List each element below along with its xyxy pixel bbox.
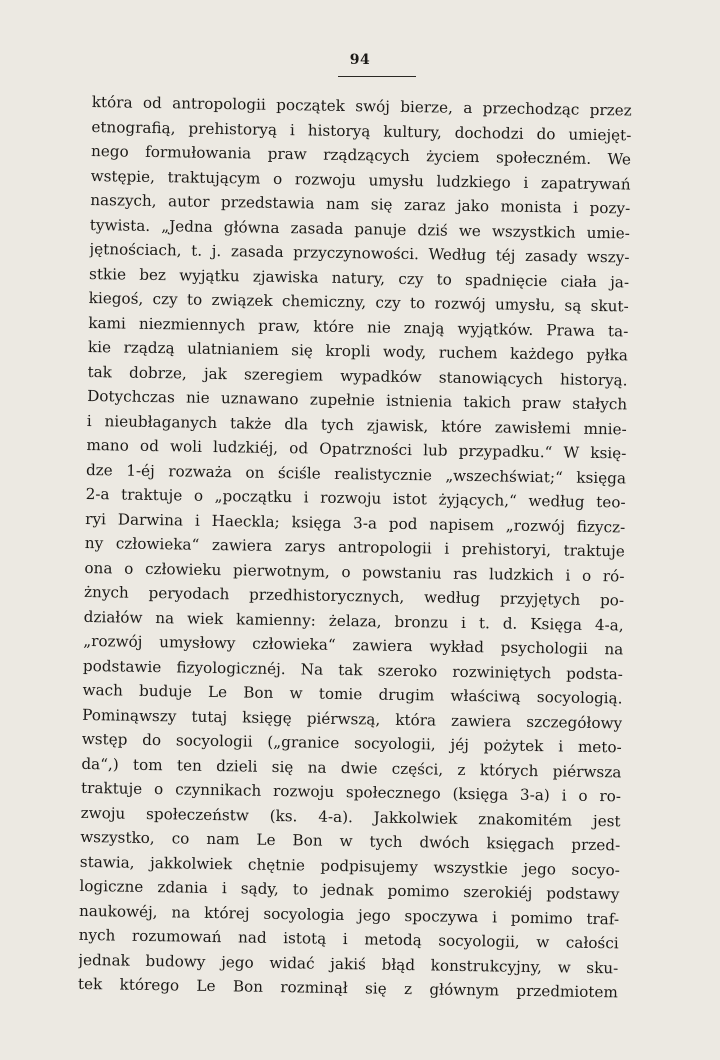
text-line: tywista. „Jedna główna zasada panuje dziś we wszystkich umie-	[89, 215, 630, 242]
text-line: traktuje o czynnikach rozwoju społecznego (księga 3-a) i o ro-	[80, 778, 622, 806]
text-line: jednak budowy jego widać jakiś błąd konstrukcyjny, w sku-	[78, 950, 619, 977]
text-line: kie rządzą ulatnianiem się kropli wody, ruchem każdego pyłka	[87, 337, 629, 365]
text-line: Dotychczas nie uznawano zupełnie istnienia takich praw stałych	[87, 386, 628, 414]
text-line: ona o człowieku pierwotnym, o powstaniu ras ludzkich i o ró-	[84, 558, 625, 585]
text-line: nych rozumowań nad istotą i metodą socyologii, w całości	[78, 925, 619, 953]
text-line: wstęp do socyologii („granice socyologii, jéj pożytek i meto-	[81, 729, 622, 757]
text-line: 2-a traktuje o „początku i rozwoju istot żyjących,“ według teo-	[85, 484, 626, 512]
header-rule	[338, 76, 416, 77]
text-line: stkie bez wyjątku zjawiska natury, czy to spadnięcie ciała ja-	[88, 264, 630, 291]
text-line: wszystko, co nam Le Bon w tych dwóch księgach przed-	[80, 827, 621, 855]
text-line: mano od woli ludzkiéj, od Opatrzności lub przypadku.“ W księ-	[86, 435, 627, 463]
text-line: kami niezmiennych praw, które nie znają wyjątków. Prawa ta-	[88, 313, 629, 340]
text-line: i nieubłaganych także dla tych zjawisk, które zawisłemi mnie-	[86, 411, 627, 438]
text-line: wach buduje Le Bon w tomie drugim właściwą socyologią.	[82, 680, 623, 708]
text-line: stawia, jakkolwiek chętnie podpisujemy wszystkie jego socyo-	[79, 852, 620, 879]
page-number: 94	[349, 52, 371, 68]
text-line: „rozwój umysłowy człowieka“ zawiera wykład psychologii na	[83, 631, 624, 659]
text-line: żnych peryodach przedhistorycznych, według przyjętych po-	[83, 582, 625, 610]
body-text	[78, 90, 632, 1005]
text-line: podstawie fizyologicznéj. Na tak szeroko rozwiniętych podsta-	[82, 656, 624, 683]
text-line: ryi Darwina i Haeckla; księga 3-a pod napisem „rozwój fizycz-	[85, 509, 626, 536]
text-line: ny człowieka“ zawiera zarys antropologii i prehistoryi, traktuje	[84, 533, 625, 561]
text-line: naukowéj, na której socyologia jego spoczywa i pomimo traf-	[78, 901, 620, 928]
text-line: Pominąwszy tutaj księgę piérwszą, która zawiera szczegółowy	[82, 705, 623, 732]
text-line: naszych, autor przedstawia nam się zaraz jako monista i pozy-	[90, 190, 631, 218]
text-line: nego formułowania praw rządzących życiem społeczném. We	[90, 141, 632, 169]
text-line: etnografią, prehistoryą i historyą kultury, dochodzi do umiejęt-	[91, 117, 632, 144]
text-line: tek którego Le Bon rozminął się z głównym przedmiotem	[77, 974, 619, 1002]
text-line: kiegoś, czy to związek chemiczny, czy to rozwój umysłu, są skut-	[88, 288, 629, 316]
text-line: dze 1-éj rozważa on ściśle realistycznie „wszechświat;“ księga	[85, 460, 627, 487]
text-line: da“,) tom ten dzieli się na dwie części, z których piérwsza	[81, 754, 622, 781]
text-line: jętnościach, t. j. zasada przyczynowości. Według téj zasady wszy-	[89, 239, 630, 267]
text-line: zwoju społeczeństw (ks. 4-a). Jakkolwiek znakomitém jest	[80, 803, 621, 830]
text-line: logiczne zdania i sądy, to jednak pomimo szerokiéj podstawy	[79, 876, 620, 904]
text-line: tak dobrze, jak szeregiem wypadków stanowiących historyą.	[87, 362, 628, 389]
text-line: wstępie, traktującym o rozwoju umysłu ludzkiego i zapatrywań	[90, 166, 631, 193]
text-line: działów na wiek kamienny: żelaza, bronzu i t. d. Księga 4-a,	[83, 607, 624, 634]
text-line: która od antropologii początek swój bierze, a przechodząc przez	[91, 92, 632, 120]
